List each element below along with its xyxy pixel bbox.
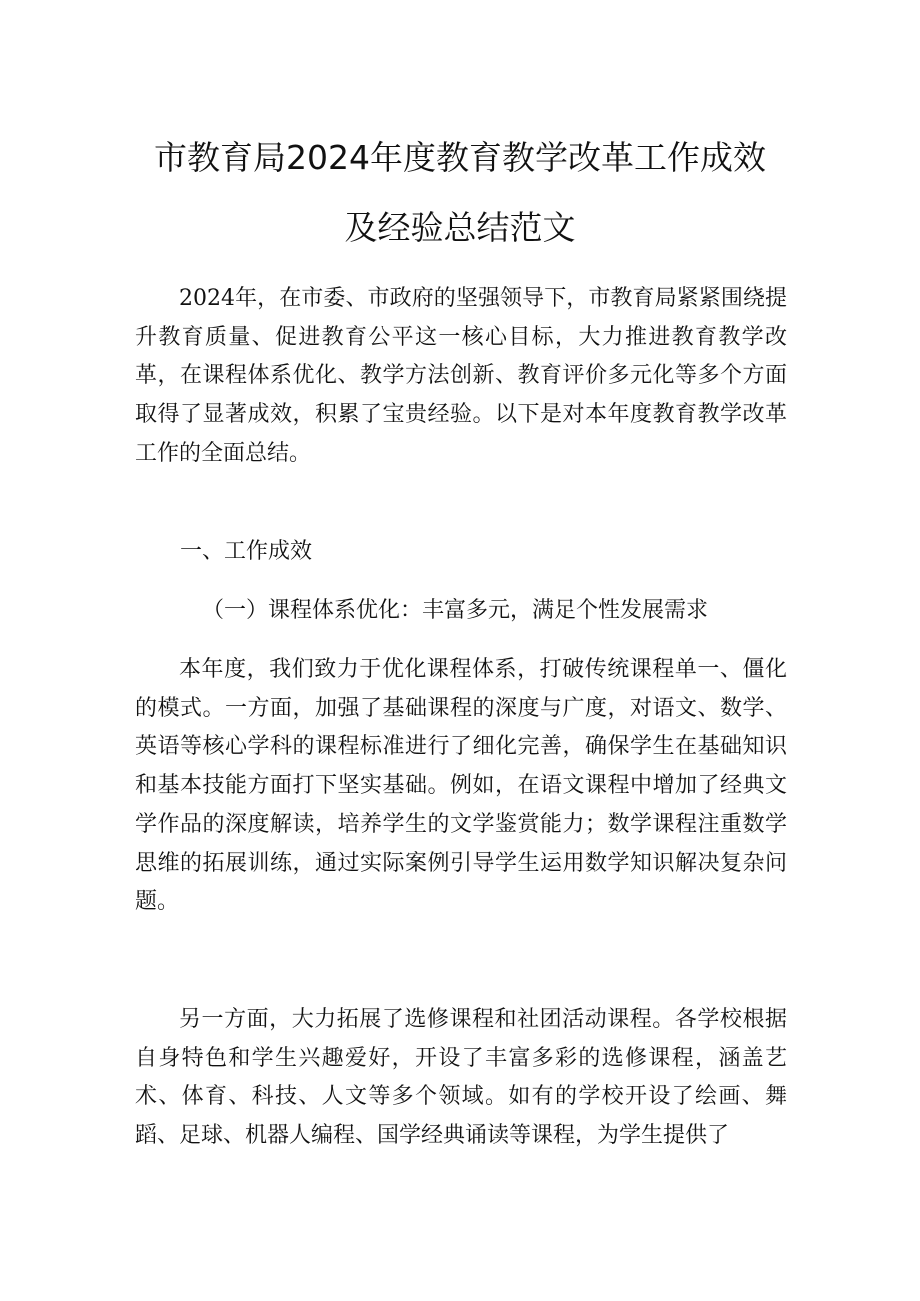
section-heading: 一、工作成效 — [180, 539, 313, 564]
document-title-line-2: 及经验总结范文 — [344, 208, 576, 247]
body-paragraph-2: 另一方面，大力拓展了选修课程和社团活动课程。各学校根据自身特色和学生兴趣爱好，开设了丰富多彩的选修课程，涵盖艺术、体育、科技、人文等多个领域。如有的学校开设了绘画、舞蹈、足球、机器人编程、国学经典诵读等课程，为学生提供了 — [135, 1007, 787, 1149]
intro-paragraph: 2024年，在市委、市政府的坚强领导下，市教育局紧紧围绕提升教育质量、促进教育公平这一核心目标，大力推进教育教学改革，在课程体系优化、教学方法创新、教育评价多元化等多个方面取得了显著成效，积累了宝贵经验。以下是对本年度教育教学改革工作的全面总结。 — [135, 286, 787, 466]
document-title-line-1: 市教育局2024年度教育教学改革工作成效 — [154, 138, 766, 177]
subsection-heading: （一）课程体系优化：丰富多元，满足个性发展需求 — [202, 598, 709, 623]
body-paragraph-1: 本年度，我们致力于优化课程体系，打破传统课程单一、僵化的模式。一方面，加强了基础课程的深度与广度，对语文、数学、英语等核心学科的课程标准进行了细化完善，确保学生在基础知识和基本技能方面打下坚实基础。例如，在语文课程中增加了经典文学作品的深度解读，培养学生的文学鉴赏能力；数学课程注重数学思维的拓展训练，通过实际案例引导学生运用数学知识解决复杂问题。 — [135, 657, 787, 915]
